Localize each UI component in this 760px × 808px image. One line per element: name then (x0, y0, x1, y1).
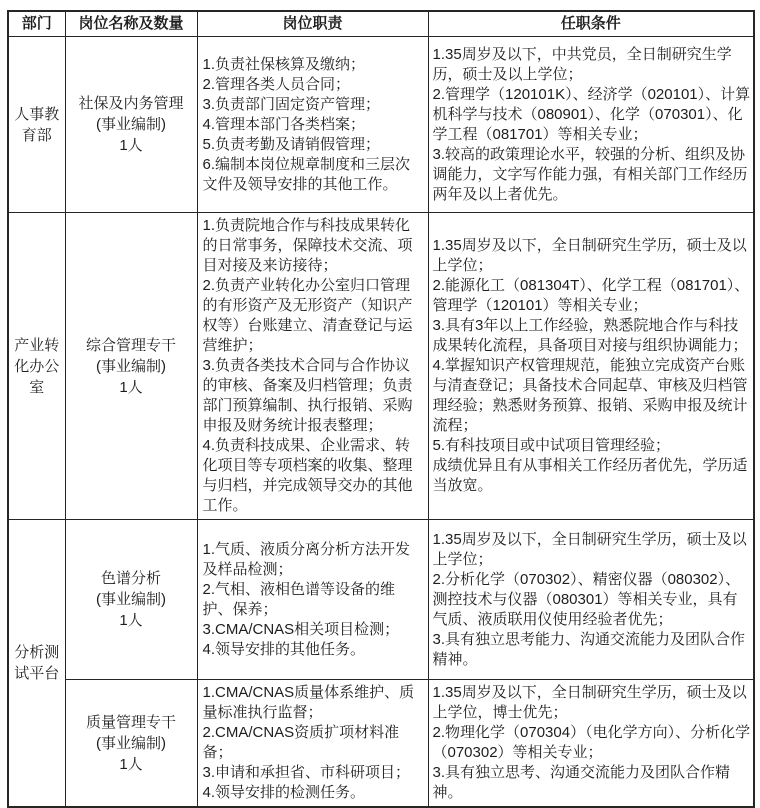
header-department: 部门 (8, 11, 65, 37)
position-type: (事业编制) (96, 357, 166, 375)
text-line: 4.领导安排的其他任务。 (202, 640, 366, 658)
text-line: 3.负责部门固定资产管理； (202, 95, 381, 113)
table-row (8, 680, 754, 808)
position-cell (65, 680, 197, 808)
position-type: (事业编制) (96, 734, 166, 752)
recruitment-table (7, 10, 755, 808)
text-line: 1.35周岁及以下，全日制研究生学历，硕士及以上学位，博士优先； (432, 684, 747, 721)
text-line: 3.具有独立思考能力、沟通交流能力及团队合作精神。 (432, 630, 746, 668)
requirements-cell (428, 213, 754, 520)
position-count: 1人 (119, 137, 143, 154)
duties-cell (197, 213, 428, 520)
text-line: 6.编制本岗位规章制度和三层次文件及领导安排的其他工作。 (202, 155, 411, 193)
text-line: 1.35周岁及以下，全日制研究生学历，硕士及以上学位； (432, 237, 747, 274)
text-line: 4.管理本部门各类档案； (202, 115, 366, 133)
position-cell (65, 213, 197, 520)
requirements-cell (428, 520, 754, 680)
position-type: (事业编制) (96, 591, 166, 608)
position-type: (事业编制) (96, 116, 166, 133)
position-title: 色谱分析 (100, 570, 161, 587)
text-line: 2.气相、液相色谱等设备的维护、保养； (202, 580, 396, 618)
position-cell (65, 520, 197, 680)
text-line: 成绩优异且有从事相关工作经历者优先，学历适当放宽。 (432, 457, 748, 494)
text-line: 2.能源化工（081304T）、化学工程（081701）、管理学（120101）等相关专业； (432, 277, 750, 314)
text-line: 1.气质、液质分离分析方法开发及样品检测； (202, 540, 411, 578)
position-cell (65, 37, 197, 213)
header-row (8, 11, 754, 37)
text-line: 3.CMA/CNAS相关项目检测； (202, 620, 400, 638)
position-count: 1人 (119, 612, 143, 629)
table-row (8, 37, 754, 213)
position-count: 1人 (119, 378, 143, 396)
position-count: 1人 (119, 755, 143, 773)
text-line: 3.负责各类技术合同与合作协议的审核、备案及归档管理；负责部门预算编制、执行报销、采购申报及财务统计报表整理； (202, 357, 413, 434)
text-line: 2.CMA/CNAS资质扩项材料准备； (202, 724, 400, 761)
text-line: 2.物理化学（070304）（电化学方向）、分析化学（070302）等相关专业； (432, 724, 751, 761)
duties-cell (197, 520, 428, 680)
text-line: 1.CMA/CNAS质量体系维护、质量标准执行监督； (202, 684, 415, 721)
requirements-cell (428, 680, 754, 808)
department-cell: 人事教育部 (8, 37, 65, 213)
text-line: 2.分析化学（070302）、精密仪器（080302）、测控技术与仪器（080301）等相关专业，具有气质、液质联用仪使用经验者优先； (432, 570, 741, 628)
text-line: 5.有科技项目或中试项目管理经验； (432, 437, 671, 454)
header-duties: 岗位职责 (197, 11, 428, 37)
text-line: 4.负责科技成果、企业需求、转化项目等专项档案的收集、整理与归档，并完成领导交办的其他工作。 (202, 437, 413, 514)
text-line: 2.负责产业转化办公室归口管理的有形资产及无形资产（知识产权等）台账建立、清查登记与运营维护； (202, 277, 413, 354)
header-requirements: 任职条件 (428, 11, 754, 37)
text-line: 4.领导安排的检测任务。 (202, 784, 366, 801)
duties-cell (197, 37, 428, 213)
requirements-cell (428, 37, 754, 213)
text-line: 3.较高的政策理论水平，较强的分析、组织及协调能力，文字写作能力强，有相关部门工作经历两年及以上者优先。 (432, 145, 748, 203)
department-cell: 分析测试平台 (8, 520, 65, 808)
position-title: 综合管理专干 (85, 336, 176, 354)
text-line: 3.申请和承担省、市科研项目； (202, 764, 411, 781)
position-title: 质量管理专干 (85, 713, 176, 731)
department-cell: 产业转化办公室 (8, 213, 65, 520)
text-line: 2.管理学（120101K）、经济学（020101）、计算机科学与技术（080901）、化学（070301）、化学工程（081701）等相关专业； (432, 85, 751, 143)
text-line: 1.负责社保核算及缴纳； (202, 55, 366, 73)
text-line: 3.具有3年以上工作经验，熟悉院地合作与科技成果转化流程，具备项目对接与组织协调能力； (432, 317, 748, 354)
table-row (8, 213, 754, 520)
text-line: 5.负责考勤及请销假管理； (202, 135, 381, 153)
text-line: 4.掌握知识产权管理规范，能独立完成资产台账与清查登记；具备技术合同起草、审核及归档管理经验；熟悉财务预算、报销、采购申报及统计流程； (432, 357, 748, 434)
table-row (8, 520, 754, 680)
position-title: 社保及内务管理 (78, 95, 184, 112)
text-line: 2.管理各类人员合同； (202, 75, 351, 93)
duties-cell (197, 680, 428, 808)
header-position: 岗位名称及数量 (65, 11, 197, 37)
text-line: 1.35周岁及以下，全日制研究生学历，硕士及以上学位； (432, 530, 747, 568)
text-line: 3.具有独立思考、沟通交流能力及团队合作精神。 (432, 764, 731, 801)
text-line: 1.35周岁及以下，中共党员，全日制研究生学历，硕士及以上学位； (432, 45, 732, 83)
text-line: 1.负责院地合作与科技成果转化的日常事务，保障技术交流、项目对接及来访接待； (202, 217, 413, 274)
